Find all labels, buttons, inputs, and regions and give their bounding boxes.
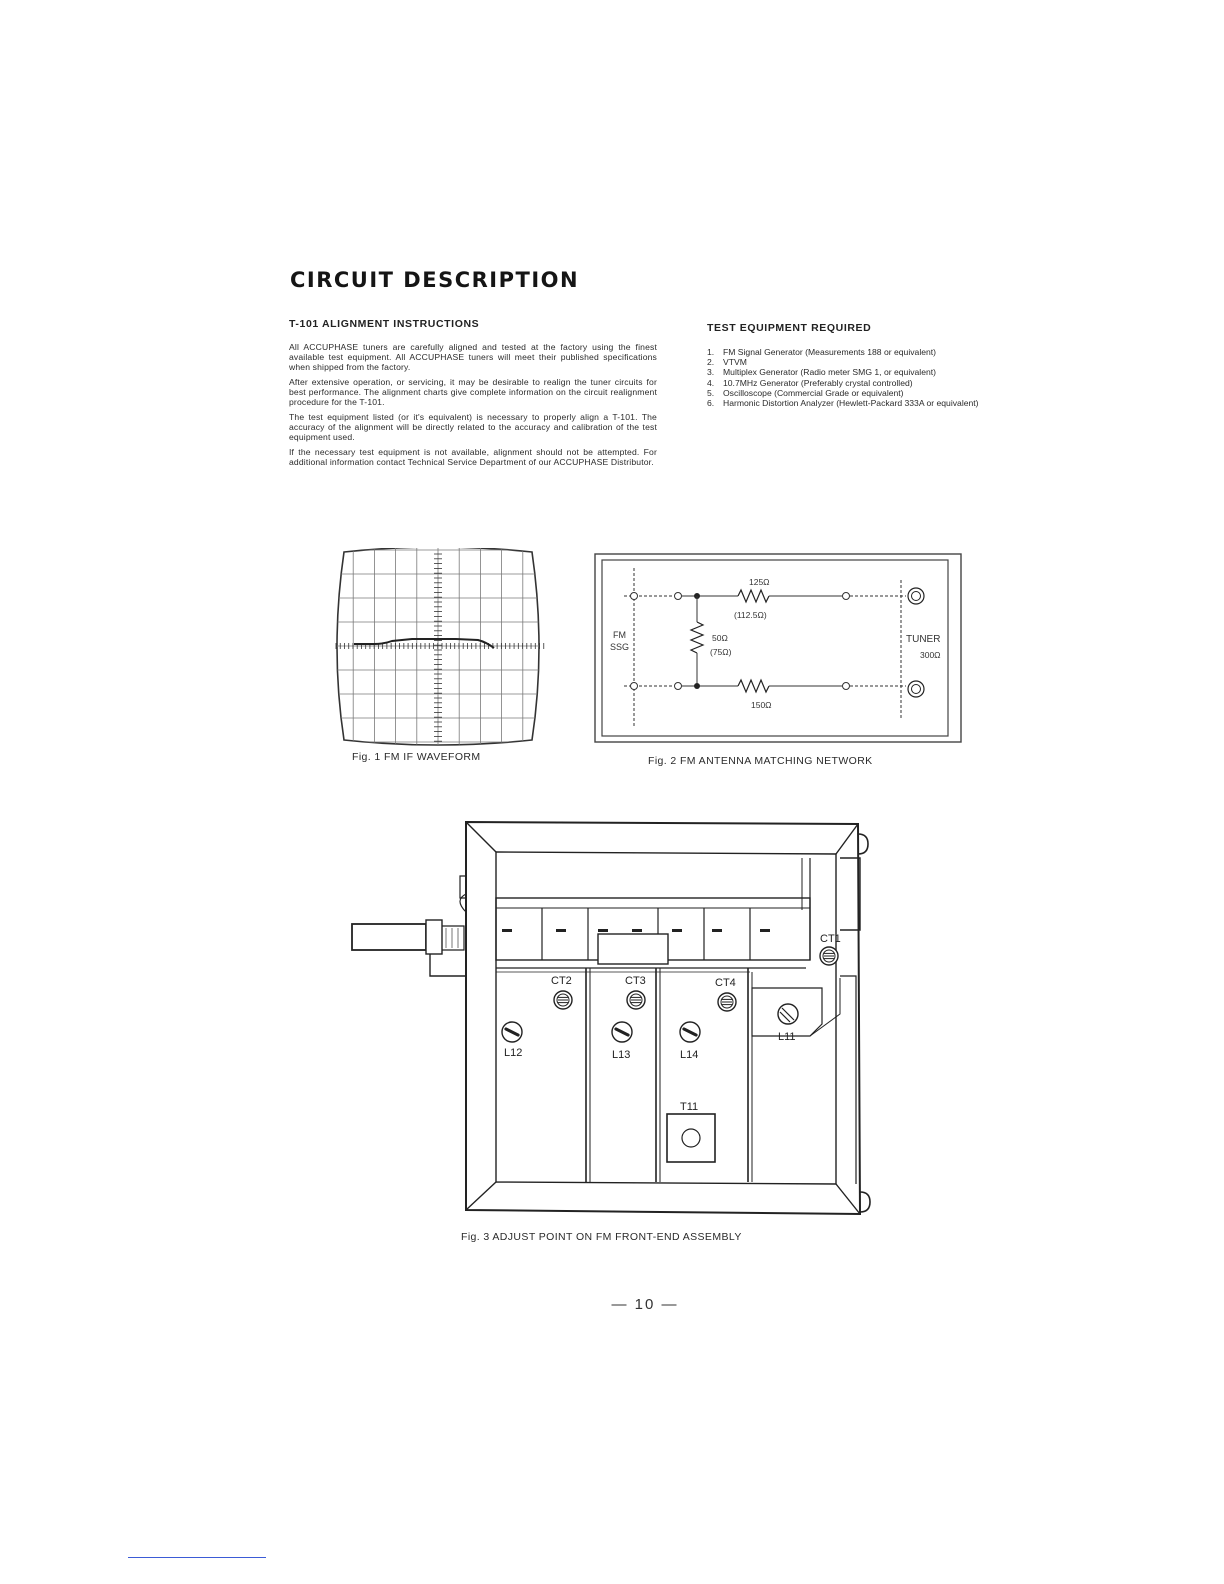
fig3-caption: Fig. 3 ADJUST POINT ON FM FRONT-END ASSEMBLY — [461, 1231, 742, 1243]
alignment-paragraph: The test equipment listed (or it's equivalent) is necessary to properly align a T-101. The accuracy of the alignment will be directly related to the accuracy and calibration of the test equipment used. — [289, 412, 657, 442]
label-tuner: TUNER — [906, 634, 941, 645]
l12-coil-icon — [502, 1022, 522, 1042]
label-ct1: CT1 — [820, 933, 841, 945]
label-l14: L14 — [680, 1049, 699, 1061]
l13-coil-icon — [612, 1022, 632, 1042]
ct4-trimmer-icon — [718, 993, 736, 1011]
fig1-caption: Fig. 1 FM IF WAVEFORM — [352, 751, 481, 763]
fig2-caption: Fig. 2 FM ANTENNA MATCHING NETWORK — [648, 755, 873, 767]
l11-coil-icon — [778, 1004, 798, 1024]
label-r-top: 125Ω — [749, 577, 770, 587]
footnote-rule — [128, 1557, 266, 1558]
alignment-instructions — [289, 318, 657, 472]
label-ct3: CT3 — [625, 975, 646, 987]
page-title: CIRCUIT DESCRIPTION — [290, 268, 580, 292]
resistor-50-ohm — [691, 622, 703, 653]
ssg-terminal-top — [631, 593, 638, 600]
label-r-mid-alt: (75Ω) — [710, 647, 732, 657]
l14-coil-icon — [680, 1022, 700, 1042]
scope-center-ticks — [336, 554, 544, 741]
adjustment-points — [502, 947, 838, 1042]
label-l13: L13 — [612, 1049, 631, 1061]
list-item: 6. Harmonic Distortion Analyzer (Hewlett-Packard 333A or equivalent) — [707, 398, 979, 409]
test-equipment — [707, 322, 1027, 408]
ct1-trimmer-icon — [820, 947, 838, 965]
label-fm: FM — [613, 630, 626, 640]
list-item: 3. Multiplex Generator (Radio meter SMG 1, or equivalent) — [707, 367, 937, 378]
tuning-shaft — [352, 924, 426, 950]
list-item: 1. FM Signal Generator (Measurements 188 or equivalent) — [707, 347, 937, 357]
label-t11: T11 — [680, 1101, 699, 1113]
alignment-heading: T-101 ALIGNMENT INSTRUCTIONS — [289, 318, 480, 330]
label-r-bot: 150Ω — [751, 700, 772, 710]
page-number: — 10 — — [611, 1296, 679, 1313]
outer-frame — [595, 554, 961, 742]
chassis-outer — [466, 822, 860, 1214]
resistor-150-ohm — [738, 680, 769, 692]
alignment-paragraph: All ACCUPHASE tuners are carefully aligned and tested at the factory using the finest available test equipment. All ACCUPHASE tuners will meet their published specifications when shipped from the factory. — [289, 342, 657, 372]
fig1-waveform-diagram — [326, 548, 550, 746]
list-item: 4. 10.7MHz Generator (Preferably crystal controlled) — [707, 377, 913, 388]
label-l12: L12 — [504, 1047, 523, 1059]
label-l11: L11 — [778, 1031, 796, 1043]
t11-core-icon — [682, 1129, 700, 1147]
fig2-network-diagram — [594, 552, 964, 746]
label-r-top-alt: (112.5Ω) — [734, 610, 767, 620]
ct3-trimmer-icon — [627, 991, 645, 1009]
resistor-125-ohm — [738, 590, 769, 602]
label-r-mid: 50Ω — [712, 633, 728, 643]
inner-frame — [602, 560, 948, 736]
label-ssg: SSG — [610, 642, 630, 652]
tuner-terminal-bottom-icon — [908, 681, 924, 697]
label-ct4: CT4 — [715, 977, 736, 989]
ct2-trimmer-icon — [554, 991, 572, 1009]
equipment-list — [707, 347, 1027, 408]
mounting-tab — [858, 834, 868, 854]
if-waveform-trace — [354, 639, 494, 648]
label-tuner-impedance: 300Ω — [920, 650, 941, 660]
alignment-paragraph: If the necessary test equipment is not available, alignment should not be attempted. For additional information contact Technical Service Department of our ACCUPHASE Distributor. — [289, 447, 657, 467]
equipment-heading: TEST EQUIPMENT REQUIRED — [707, 322, 872, 334]
alignment-paragraph: After extensive operation, or servicing, it may be desirable to realign the tuner circuits for best performance. The alignment charts give complete information on the circuit realignment procedure for the T-101. — [289, 377, 657, 407]
gang-center-block — [598, 934, 668, 964]
list-item: 2. VTVM — [707, 357, 747, 368]
label-ct2: CT2 — [551, 975, 572, 987]
mounting-tab — [860, 1192, 870, 1212]
fig3-front-end-diagram — [346, 818, 886, 1220]
tuner-terminal-top-icon — [908, 588, 924, 604]
list-item: 5. Oscilloscope (Commercial Grade or equivalent) — [707, 387, 904, 398]
ssg-terminal-bottom — [631, 683, 638, 690]
junction-bottom — [694, 683, 700, 689]
